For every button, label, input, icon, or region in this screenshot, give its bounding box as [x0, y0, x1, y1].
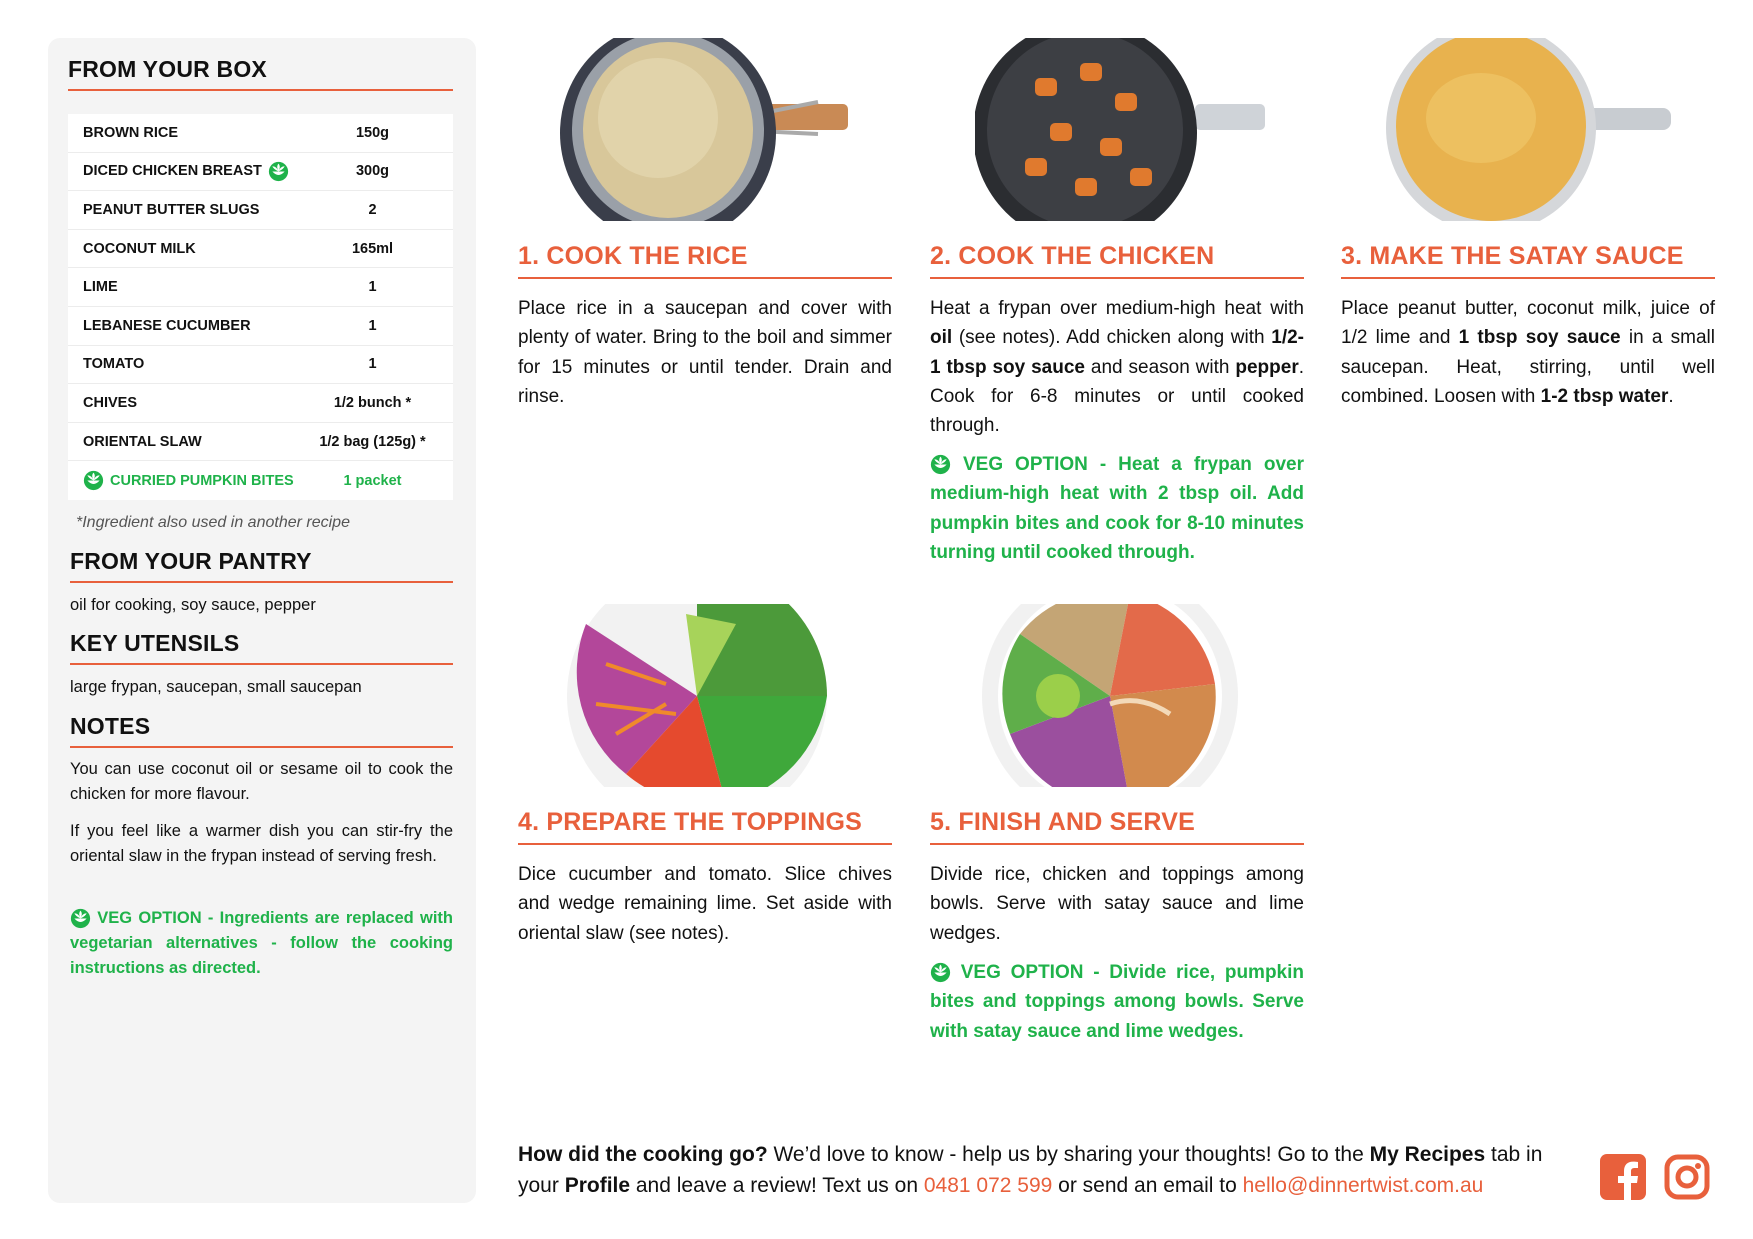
step-veg-text: VEG OPTION - Heat a frypan over medium-high heat with 2 tbsp oil. Add pumpkin bites and cook for 8-10 minutes turning until cooked through. [930, 454, 1304, 563]
ingredient-row [68, 268, 453, 307]
ingredient-name: CHIVES [83, 394, 137, 411]
ingredients-table [68, 114, 453, 500]
step-title: 1. COOK THE RICE [518, 242, 892, 279]
ingredient-name: PEANUT BUTTER SLUGS [83, 201, 260, 218]
step-text: . Cook for 6-8 minutes or until cooked through. [930, 356, 1305, 437]
step-veg-text: VEG OPTION - Divide rice, pumpkin bites and toppings among bowls. Serve with satay sauce and lime wedges. [930, 962, 1305, 1042]
ingredient-row [68, 307, 453, 346]
note-veg-text: VEG OPTION - Ingredients are replaced with vegetarian alternatives - follow the cooking instructions as directed. [70, 909, 453, 977]
step-body [930, 294, 1304, 440]
ingredient-name: LIME [83, 279, 118, 296]
phone-link[interactable]: 0481 072 599 [923, 1174, 1053, 1197]
step-bold-text: 1 tbsp soy sauce [1458, 327, 1621, 349]
step-body: Place rice in a saucepan and cover with plenty of water. Bring to the boil and simmer for 15 minutes or until tender. Drain and rinse. [518, 298, 892, 407]
ingredients-sidebar [48, 38, 476, 1203]
step-bold-text: oil [930, 327, 953, 349]
step-bold-text: pepper [1235, 356, 1299, 378]
ingredient-qty: 300g [355, 163, 390, 180]
veg-leaf-icon [268, 161, 289, 182]
ingredient-name: COCONUT MILK [83, 240, 196, 257]
step-3 [1341, 38, 1715, 438]
ingredient-row [68, 423, 453, 462]
footer-bold-text: How did the cooking go? [518, 1143, 768, 1166]
step-body [1341, 294, 1715, 411]
note-paragraph: If you feel like a warmer dish you can stir-fry the oriental slaw in the frypan instead of serving fresh. [70, 822, 453, 865]
ingredient-row [68, 384, 453, 423]
step-text: (see notes). Add chicken along with [952, 327, 1272, 349]
ingredient-qty: 1 [368, 279, 377, 296]
toppings-bowl-photo [566, 604, 828, 787]
step-1 [518, 38, 892, 438]
ingredient-row [68, 230, 453, 269]
ingredient-qty: 150g [355, 124, 390, 141]
step-4 [518, 604, 892, 964]
step-title: 5. FINISH AND SERVE [930, 808, 1304, 845]
step-title: 2. COOK THE CHICKEN [930, 242, 1304, 279]
step-title: 4. PREPARE THE TOPPINGS [518, 808, 892, 845]
ingredient-qty: 1/2 bag (125g) * [319, 433, 426, 450]
step-text: and season with [1085, 356, 1236, 378]
pantry-text: oil for cooking, soy sauce, pepper [70, 596, 316, 614]
step-veg-option [930, 450, 1304, 567]
review-footer [518, 1139, 1568, 1201]
ingredient-name-cell [68, 470, 310, 491]
ingredient-qty: 2 [368, 201, 377, 218]
utensils-title: KEY UTENSILS [70, 630, 453, 665]
step-text: in a small saucepan. Heat, stirring, until well combined. Loosen with [1341, 327, 1716, 407]
step-body: Dice cucumber and tomato. Slice chives and wedge remaining lime. Set aside with oriental slaw (see notes). [518, 864, 892, 944]
ingredient-name-cell [68, 161, 310, 182]
ingredient-qty: 1 packet [343, 472, 402, 489]
profile-link[interactable]: Profile [564, 1174, 631, 1197]
ingredient-row [68, 114, 453, 153]
utensils-text: large frypan, saucepan, small saucepan [70, 678, 362, 696]
ingredient-qty: 1/2 bunch * [333, 394, 412, 411]
email-link[interactable]: hello@dinnertwist.com.au [1242, 1174, 1484, 1197]
step-bold-text: 1-2 tbsp water [1540, 385, 1669, 407]
ingredient-row-veg [68, 461, 453, 500]
rice-strainer-photo [558, 38, 858, 221]
ingredient-qty: 165ml [351, 240, 394, 257]
ingredient-name: CURRIED PUMPKIN BITES [110, 472, 294, 489]
ingredient-qty: 1 [368, 317, 377, 334]
notes-title: NOTES [70, 713, 453, 748]
ingredient-row [68, 191, 453, 230]
satay-sauce-photo [1381, 38, 1681, 221]
ingredient-name: ORIENTAL SLAW [83, 433, 202, 450]
ingredient-name: LEBANESE CUCUMBER [83, 317, 251, 334]
step-title: 3. MAKE THE SATAY SAUCE [1341, 242, 1715, 279]
step-text: Heat a frypan over medium-high heat with [930, 298, 1304, 319]
step-veg-option [930, 958, 1304, 1046]
pantry-title: FROM YOUR PANTRY [70, 548, 453, 583]
step-2 [930, 38, 1304, 578]
footer-text: or send an email to [1052, 1174, 1243, 1197]
step-bold-text: 1/2-1 tbsp soy sauce [930, 327, 1304, 378]
instagram-icon[interactable] [1664, 1154, 1710, 1200]
footer-text: tab in your [518, 1143, 1543, 1197]
veg-leaf-icon [70, 908, 91, 929]
step-body: Divide rice, chicken and toppings among bowls. Serve with satay sauce and lime wedges. [930, 864, 1304, 944]
chicken-frypan-photo [975, 38, 1275, 221]
my-recipes-link[interactable]: My Recipes [1369, 1143, 1486, 1166]
note-veg-option [70, 906, 453, 981]
from-box-title: FROM YOUR BOX [68, 56, 453, 91]
ingredient-name: BROWN RICE [83, 124, 179, 141]
step-text: Place peanut butter, coconut milk, juice of 1/2 lime and [1341, 298, 1715, 349]
step-text: . [1668, 385, 1674, 407]
ingredient-row [68, 346, 453, 385]
ingredient-name: TOMATO [83, 356, 145, 373]
veg-leaf-icon [930, 962, 951, 983]
ingredient-footnote: *Ingredient also used in another recipe [76, 514, 350, 531]
veg-leaf-icon [83, 470, 104, 491]
ingredient-name: DICED CHICKEN BREAST [83, 163, 262, 180]
ingredient-row [68, 153, 453, 192]
step-5 [930, 604, 1304, 1064]
note-paragraph: You can use coconut oil or sesame oil to cook the chicken for more flavour. [70, 760, 453, 803]
ingredient-qty: 1 [368, 356, 377, 373]
veg-leaf-icon [930, 454, 951, 475]
facebook-icon[interactable] [1600, 1154, 1646, 1200]
footer-text: and leave a review! Text us on [630, 1174, 924, 1197]
finished-bowl-photo [980, 604, 1240, 787]
footer-text: We’d love to know - help us by sharing your thoughts! Go to the [767, 1143, 1370, 1166]
